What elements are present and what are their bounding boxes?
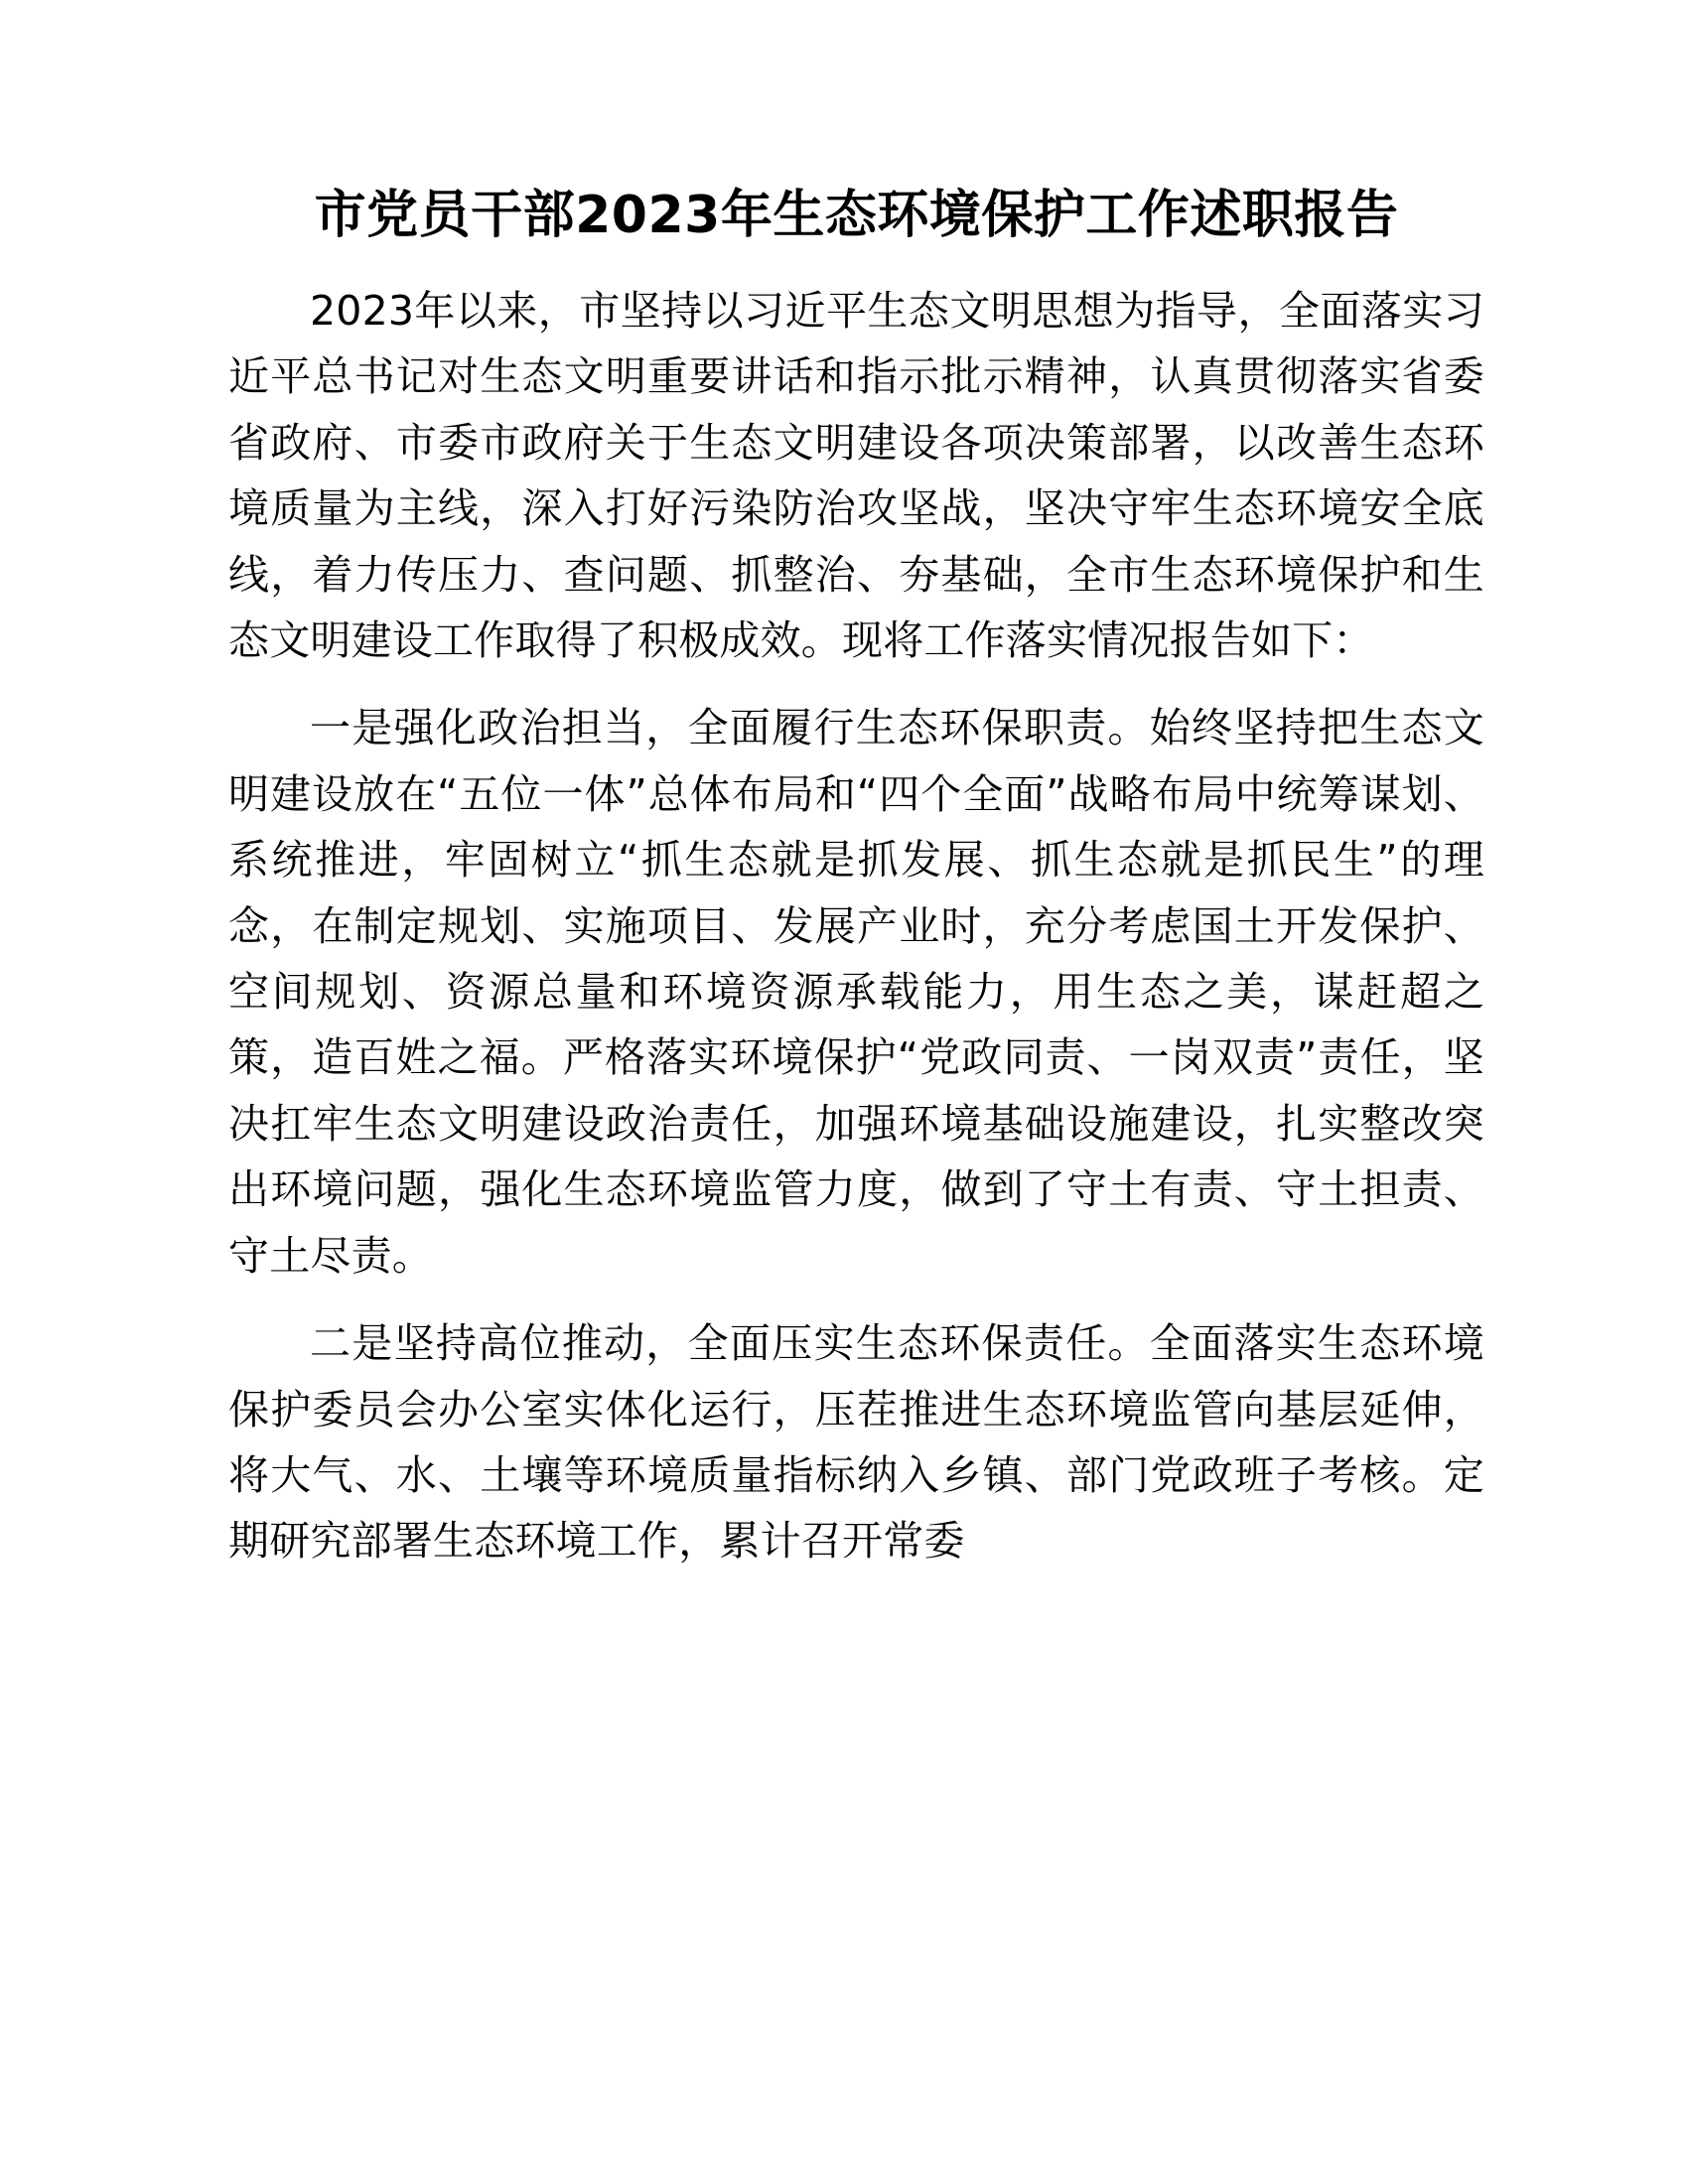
paragraph: 二是坚持高位推动，全面压实生态环保责任。全面落实生态环境保护委员会办公室实体化运行，压茬推进生态环境监管向基层延伸，将大气、水、土壤等环境质量指标纳入乡镇、部门党政班子考核。定期研究部署生态环境工作，累计召开常委 <box>228 1319 1484 1566</box>
paragraph: 2023年以来，市坚持以习近平生态文明思想为指导，全面落实习近平总书记对生态文明重要讲话和指示批示精神，认真贯彻落实省委省政府、市委市政府关于生态文明建设各项决策部署，以改善生态环境质量为主线，深入打好污染防治攻坚战，坚决守牢生态环境安全底线，着力传压力、查问题、抓整治、夯基础，全市生态环境保护和生态文明建设工作取得了积极成效。现将工作落实情况报告如下： <box>228 287 1484 665</box>
paragraph: 一是强化政治担当，全面履行生态环保职责。始终坚持把生态文明建设放在“五位一体”总体布局和“四个全面”战略布局中统筹谋划、系统推进，牢固树立“抓生态就是抓发展、抓生态就是抓民生”的理念，在制定规划、实施项目、发展产业时，充分考虑国土开发保护、空间规划、资源总量和环境资源承载能力，用生态之美，谋赶超之策，造百姓之福。严格落实环境保护“党政同责、一岗双责”责任，坚决扛牢生态文明建设政治责任，加强环境基础设施建设，扎实整改突出环境问题，强化生态环境监管力度，做到了守土有责、守土担责、守土尽责。 <box>228 704 1484 1280</box>
document-body <box>228 278 1484 1574</box>
document-title: 市党员干部2023年生态环境保护工作述职报告 <box>314 186 1399 245</box>
